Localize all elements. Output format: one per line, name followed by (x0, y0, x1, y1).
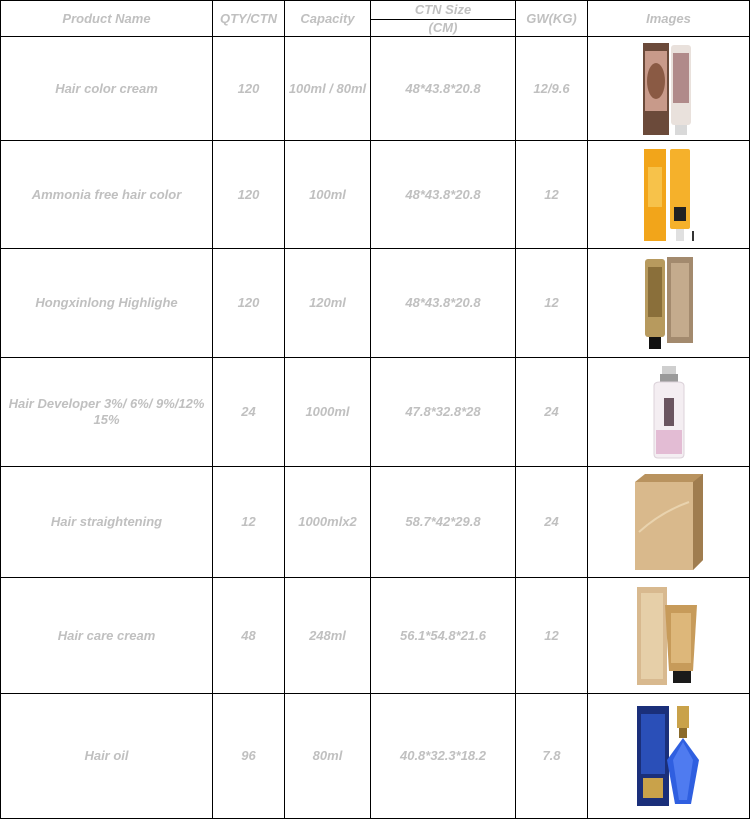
capacity-cell: 120ml (285, 249, 371, 358)
ctn-size-cell: 58.7*42*29.8 (371, 467, 516, 578)
header-ctn-size: CTN Size (371, 1, 516, 20)
product-name: Hair straightening (1, 467, 213, 578)
capacity-cell: 100ml / 80ml (285, 37, 371, 141)
product-name: Ammonia free hair color (1, 141, 213, 249)
gw-cell: 24 (516, 358, 588, 467)
gw-cell: 12 (516, 578, 588, 694)
capacity-cell: 1000ml (285, 358, 371, 467)
hair-care-cream-image (590, 585, 747, 687)
qty-cell: 120 (213, 37, 285, 141)
header-images: Images (588, 1, 750, 37)
gw-cell: 12 (516, 249, 588, 358)
ctn-size-cell: 48*43.8*20.8 (371, 141, 516, 249)
image-cell (588, 578, 750, 694)
hair-color-cream-image (590, 41, 747, 137)
table-row (1, 358, 750, 467)
table-row (1, 467, 750, 578)
capacity-cell: 100ml (285, 141, 371, 249)
gw-cell: 12/9.6 (516, 37, 588, 141)
gw-cell: 12 (516, 141, 588, 249)
ctn-size-cell: 56.1*54.8*21.6 (371, 578, 516, 694)
capacity-cell: 80ml (285, 694, 371, 819)
header-gw: GW(KG) (516, 1, 588, 37)
gw-cell: 24 (516, 467, 588, 578)
product-name: Hair oil (1, 694, 213, 819)
table-row (1, 578, 750, 694)
qty-cell: 120 (213, 249, 285, 358)
product-name: Hair color cream (1, 37, 213, 141)
qty-cell: 12 (213, 467, 285, 578)
capacity-cell: 248ml (285, 578, 371, 694)
table-row (1, 37, 750, 141)
qty-cell: 48 (213, 578, 285, 694)
table-row (1, 694, 750, 819)
image-cell (588, 249, 750, 358)
ammonia-free-color-image (590, 147, 747, 243)
highlight-cream-image (590, 255, 747, 351)
image-cell (588, 358, 750, 467)
qty-cell: 120 (213, 141, 285, 249)
image-cell (588, 467, 750, 578)
hair-oil-image (590, 704, 747, 808)
image-cell (588, 141, 750, 249)
qty-cell: 96 (213, 694, 285, 819)
header-ctn-unit: (CM) (371, 20, 516, 37)
header-product-name: Product Name (1, 1, 213, 37)
header-qty: QTY/CTN (213, 1, 285, 37)
gw-cell: 7.8 (516, 694, 588, 819)
developer-bottle-image (590, 364, 747, 460)
product-name: Hair care cream (1, 578, 213, 694)
ctn-size-cell: 48*43.8*20.8 (371, 249, 516, 358)
product-name: Hair Developer 3%/ 6%/ 9%/12% 15% (1, 358, 213, 467)
ctn-size-cell: 40.8*32.3*18.2 (371, 694, 516, 819)
ctn-size-cell: 48*43.8*20.8 (371, 37, 516, 141)
image-cell (588, 694, 750, 819)
image-cell (588, 37, 750, 141)
straightening-box-image (590, 472, 747, 572)
qty-cell: 24 (213, 358, 285, 467)
header-capacity: Capacity (285, 1, 371, 37)
capacity-cell: 1000mlx2 (285, 467, 371, 578)
table-row (1, 249, 750, 358)
product-name: Hongxinlong Highlighe (1, 249, 213, 358)
ctn-size-cell: 47.8*32.8*28 (371, 358, 516, 467)
table-row (1, 141, 750, 249)
